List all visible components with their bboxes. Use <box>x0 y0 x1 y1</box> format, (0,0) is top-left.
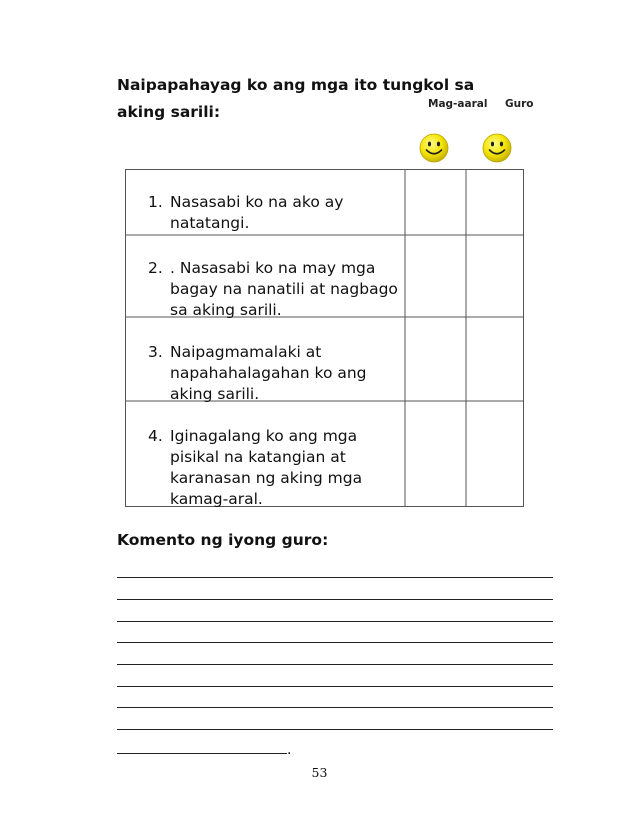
section-title: Naipapahayag ko ang mga ito tungkol sa aking sarili: <box>117 76 475 121</box>
comment-line[interactable] <box>117 664 553 665</box>
smiley-face-icon <box>482 133 512 163</box>
comment-line[interactable] <box>117 642 553 643</box>
assessment-item-4 <box>148 426 398 510</box>
comment-line[interactable] <box>117 621 553 622</box>
item-number: 1. <box>148 193 163 211</box>
page-number: 53 <box>311 765 328 780</box>
comment-line-short <box>117 751 287 754</box>
assessment-item-1 <box>148 192 398 234</box>
column-label-mag-aaral: Mag-aaral <box>428 98 488 110</box>
comment-line[interactable] <box>117 577 553 578</box>
smiley-face-icon <box>419 133 449 163</box>
item-number: 2. <box>148 259 163 277</box>
item-text: Nasasabi ko na ako ay natatangi. <box>170 193 344 232</box>
item-text: Naipagmamalaki at napahahalagahan ko ang aking sarili. <box>170 343 367 403</box>
comment-line[interactable] <box>117 599 553 600</box>
column-label-guro: Guro <box>505 98 534 110</box>
assessment-item-2 <box>148 258 398 321</box>
end-period: . <box>287 742 292 758</box>
assessment-item-3 <box>148 342 398 405</box>
comment-last-line[interactable] <box>117 742 291 758</box>
comment-line[interactable] <box>117 686 553 687</box>
item-number: 3. <box>148 343 163 361</box>
comment-line[interactable] <box>117 729 553 730</box>
item-number: 4. <box>148 427 163 445</box>
comment-label: Komento ng iyong guro: <box>117 531 329 549</box>
item-text: Iginagalang ko ang mga pisikal na katangian at karanasan ng aking mga kamag-aral. <box>170 427 363 508</box>
item-text: . Nasasabi ko na may mga bagay na nanatili at nagbago sa aking sarili. <box>170 259 398 319</box>
comment-line[interactable] <box>117 707 553 708</box>
